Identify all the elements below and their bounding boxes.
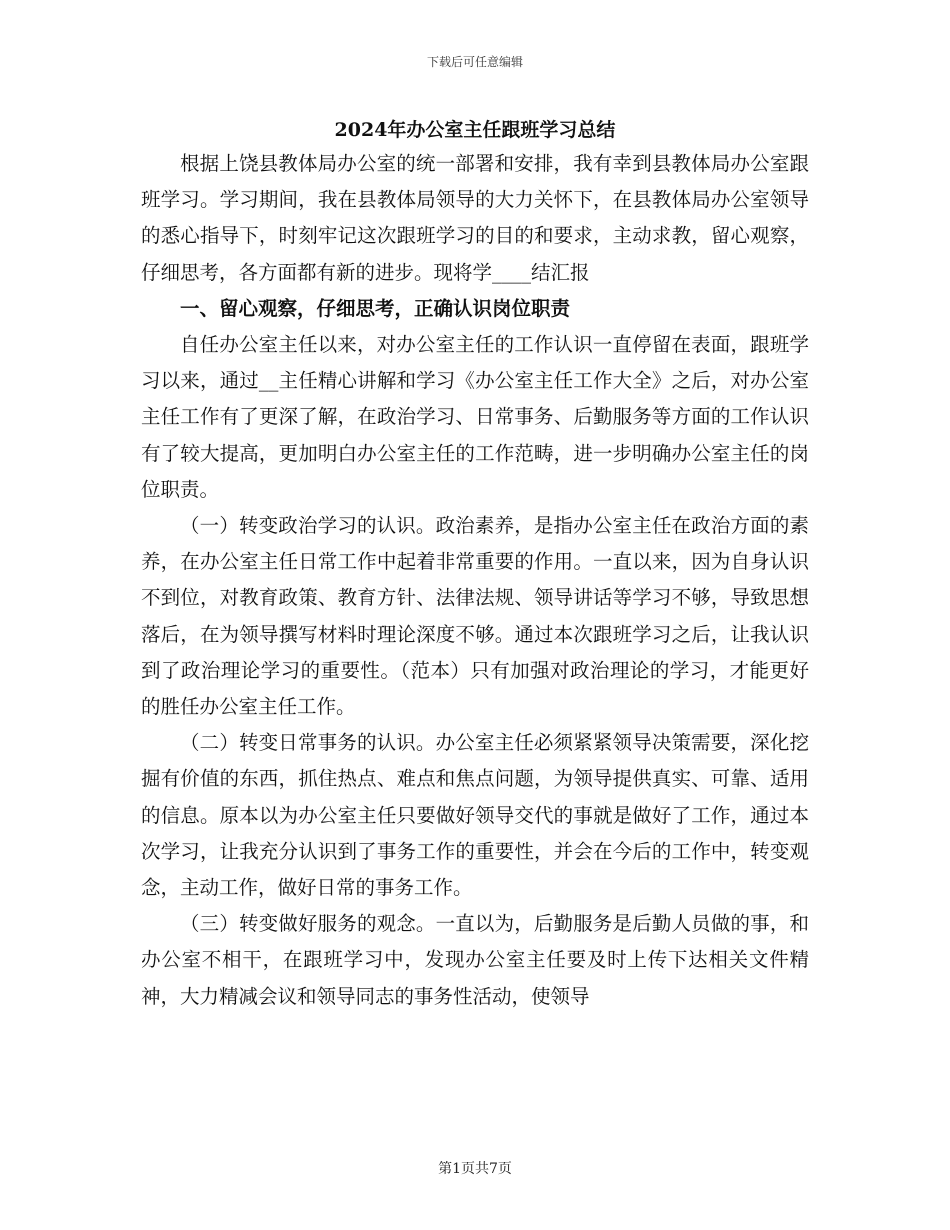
section-heading-1: 一、留心观察，仔细思考，正确认识岗位职责 bbox=[180, 296, 571, 320]
document-body bbox=[141, 146, 809, 1015]
paragraph-intro: 根据上饶县教体局办公室的统一部署和安排，我有幸到县教体局办公室跟班学习。学习期间，我在县教体局领导的大力关怀下，在县教体局办公室领导的悉心指导下，时刻牢记这次跟班学习的目的和要求，主动求教，留心观察，仔细思考，各方面都有新的进步。现将学____结汇报 bbox=[141, 152, 809, 284]
paragraph-section-1: 自任办公室主任以来，对办公室主任的工作认识一直停留在表面，跟班学习以来，通过__主任精心讲解和学习《办公室主任工作大全》之后，对办公室主任工作有了更深了解，在政治学习、日常事务、后勤服务等方面的工作认识有了较大提高，更加明白办公室主任的工作范畴，进一步明确办公室主任的岗位职责。 bbox=[141, 333, 809, 501]
header-note: 下载后可任意编辑 bbox=[426, 55, 523, 69]
paragraph-daily-affairs: （二）转变日常事务的认识。办公室主任必须紧紧领导决策需要，深化挖掘有价值的东西，抓住热点、难点和焦点问题，为领导提供真实、可靠、适用的信息。原本以为办公室主任只要做好领导交代的事就是做好了工作，通过本次学习，让我充分认识到了事务工作的重要性，并会在今后的工作中，转变观念，主动工作，做好日常的事务工作。 bbox=[141, 731, 809, 900]
page-footer: 第1页共7页 bbox=[438, 1161, 512, 1177]
paragraph-service: （三）转变做好服务的观念。一直以为，后勤服务是后勤人员做的事，和办公室不相干，在跟班学习中，发现办公室主任要及时上传下达相关文件精神，大力精减会议和领导同志的事务性活动，使领导 bbox=[141, 912, 809, 1008]
paragraph-political-study: （一）转变政治学习的认识。政治素养，是指办公室主任在政治方面的素养，在办公室主任日常工作中起着非常重要的作用。一直以来，因为自身认识不到位，对教育政策、教育方针、法律法规、领导讲话等学习不够，导致思想落后，在为领导撰写材料时理论深度不够。通过本次跟班学习之后，让我认识到了政治理论学习的重要性。（范本）只有加强对政治理论的学习，才能更好的胜任办公室主任工作。 bbox=[141, 514, 809, 719]
document-title: 2024年办公室主任跟班学习总结 bbox=[334, 119, 616, 141]
